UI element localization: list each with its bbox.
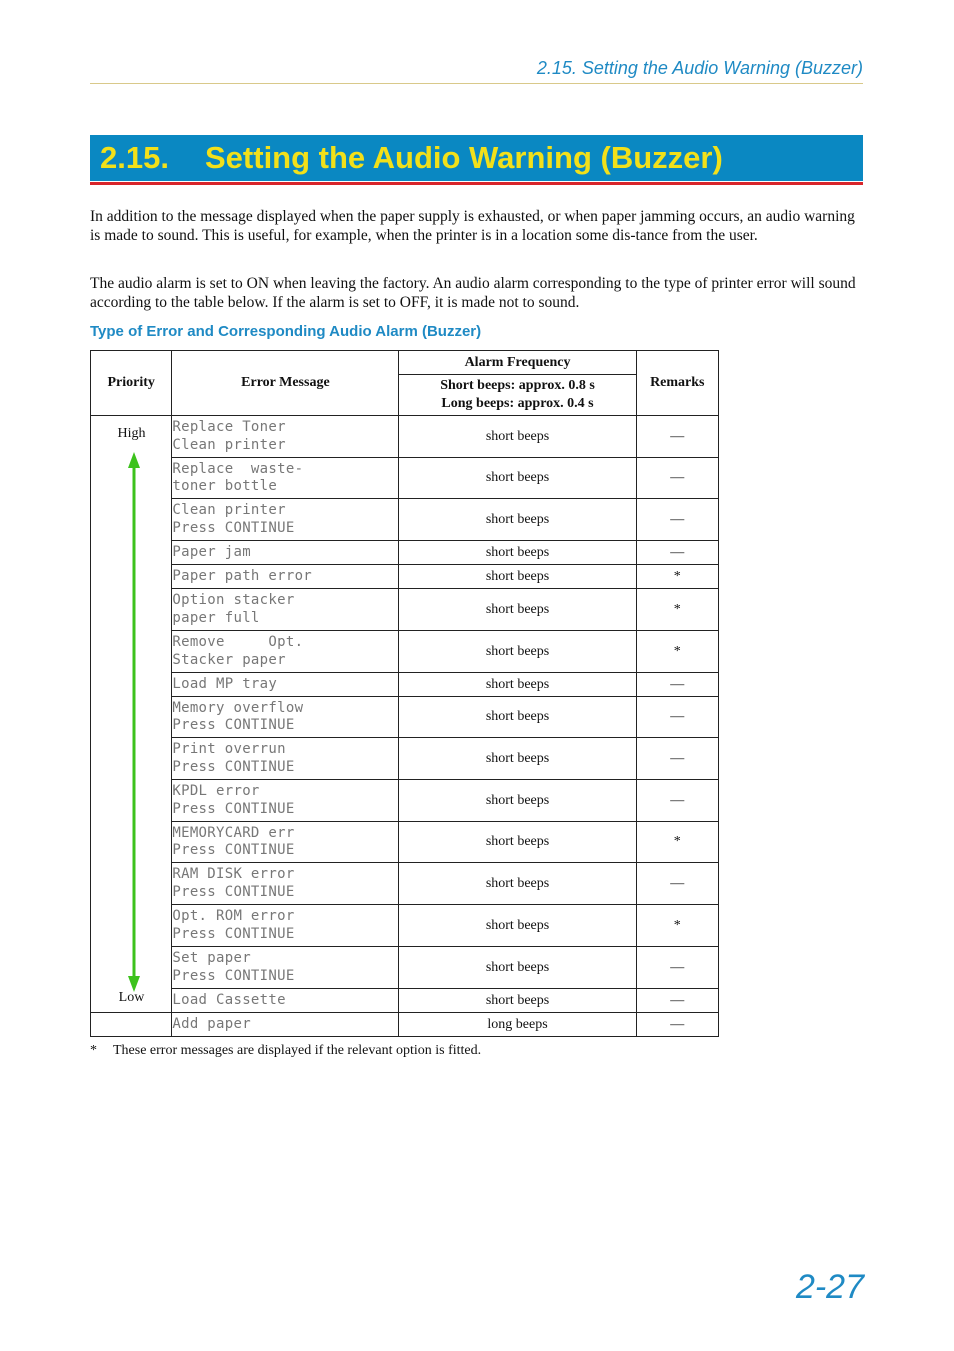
remarks: — <box>636 541 718 565</box>
error-message: Replace waste- toner bottle <box>172 458 399 499</box>
alarm-frequency: short beeps <box>399 673 636 697</box>
table-row <box>91 631 719 673</box>
table-row <box>91 863 719 905</box>
header-priority: Priority <box>91 351 172 416</box>
alarm-frequency: short beeps <box>399 499 636 541</box>
table-row <box>91 947 719 989</box>
table-row <box>91 673 719 697</box>
alarm-frequency: short beeps <box>399 416 636 458</box>
alarm-table <box>90 350 719 1037</box>
remarks: * <box>636 565 718 589</box>
priority-low-label: Low <box>118 990 145 1005</box>
alarm-frequency: short beeps <box>399 989 636 1013</box>
table-row <box>91 499 719 541</box>
table-row <box>91 541 719 565</box>
table-row <box>91 822 719 863</box>
priority-high-label: High <box>117 426 146 441</box>
error-message: Opt. ROM error Press CONTINUE <box>172 905 399 947</box>
error-message: Print overrun Press CONTINUE <box>172 738 399 780</box>
intro-paragraph: In addition to the message displayed when the paper supply is exhausted, or when paper jamming occurs, an audio warning is made to sound. This is useful, for example, when the printer is in a location some dis-tance from the user. <box>90 208 855 244</box>
remarks: — <box>636 499 718 541</box>
header-error-message: Error Message <box>172 351 399 416</box>
error-message: Paper path error <box>172 565 399 589</box>
alarm-frequency: short beeps <box>399 780 636 822</box>
priority-scale <box>91 416 172 1013</box>
alarm-frequency: short beeps <box>399 697 636 738</box>
remarks: — <box>636 697 718 738</box>
remarks: — <box>636 738 718 780</box>
error-message: Paper jam <box>172 541 399 565</box>
error-message: Remove Opt. Stacker paper <box>172 631 399 673</box>
error-message: Option stacker paper full <box>172 589 399 631</box>
footnote-text: These error messages are displayed if the relevant option is fitted. <box>113 1043 482 1058</box>
title-underline <box>90 182 863 185</box>
remarks: — <box>636 673 718 697</box>
remarks: — <box>636 780 718 822</box>
alarm-frequency: short beeps <box>399 947 636 989</box>
table-heading: Type of Error and Corresponding Audio Alarm (Buzzer) <box>90 323 482 340</box>
alarm-frequency: short beeps <box>399 458 636 499</box>
remarks: — <box>636 989 718 1013</box>
header-rule <box>90 83 863 84</box>
footnote-mark: * <box>90 1043 97 1058</box>
alarm-frequency: short beeps <box>399 541 636 565</box>
table-row <box>91 416 719 458</box>
error-message: Clean printer Press CONTINUE <box>172 499 399 541</box>
error-message: Replace Toner Clean printer <box>172 416 399 458</box>
section-title: Setting the Audio Warning (Buzzer) <box>205 140 723 175</box>
alarm-frequency: short beeps <box>399 589 636 631</box>
page-number: 2-27 <box>795 1268 864 1306</box>
header-frequency-sub: Short beeps: approx. 0.8 s Long beeps: approx. 0.4 s <box>399 375 636 416</box>
header-remarks: Remarks <box>636 351 718 416</box>
error-message: Load MP tray <box>172 673 399 697</box>
remarks: — <box>636 416 718 458</box>
alarm-frequency: short beeps <box>399 565 636 589</box>
remarks: — <box>636 458 718 499</box>
header-alarm-frequency: Alarm Frequency <box>399 351 636 375</box>
error-message: Add paper <box>172 1013 399 1037</box>
error-message: Memory overflow Press CONTINUE <box>172 697 399 738</box>
error-message: KPDL error Press CONTINUE <box>172 780 399 822</box>
remarks: * <box>636 905 718 947</box>
table-row <box>91 458 719 499</box>
priority-empty-cell <box>91 1013 172 1037</box>
table-row <box>91 905 719 947</box>
table-row <box>91 1013 719 1037</box>
alarm-frequency: long beeps <box>399 1013 636 1037</box>
alarm-frequency: short beeps <box>399 738 636 780</box>
remarks: — <box>636 1013 718 1037</box>
alarm-frequency: short beeps <box>399 822 636 863</box>
remarks: * <box>636 631 718 673</box>
table-row <box>91 589 719 631</box>
alarm-frequency: short beeps <box>399 863 636 905</box>
table-row <box>91 565 719 589</box>
alarm-frequency: short beeps <box>399 905 636 947</box>
remarks: — <box>636 863 718 905</box>
table-row <box>91 989 719 1013</box>
error-message: Load Cassette <box>172 989 399 1013</box>
remarks: * <box>636 589 718 631</box>
alarm-frequency: short beeps <box>399 631 636 673</box>
error-message: MEMORYCARD err Press CONTINUE <box>172 822 399 863</box>
section-number: 2.15. <box>100 140 169 175</box>
table-row <box>91 697 719 738</box>
priority-arrow-icon <box>91 452 172 992</box>
error-message: RAM DISK error Press CONTINUE <box>172 863 399 905</box>
section-title-bar <box>90 135 863 181</box>
remarks: * <box>636 822 718 863</box>
table-row <box>91 738 719 780</box>
table-row <box>91 780 719 822</box>
footnote <box>90 1043 481 1059</box>
running-header: 2.15. Setting the Audio Warning (Buzzer) <box>536 58 863 78</box>
error-message: Set paper Press CONTINUE <box>172 947 399 989</box>
alarm-paragraph: The audio alarm is set to ON when leaving the factory. An audio alarm corresponding to the type of printer error will sound according to the table below. If the alarm is set to OFF, it is made not to sound. <box>90 275 856 311</box>
remarks: — <box>636 947 718 989</box>
